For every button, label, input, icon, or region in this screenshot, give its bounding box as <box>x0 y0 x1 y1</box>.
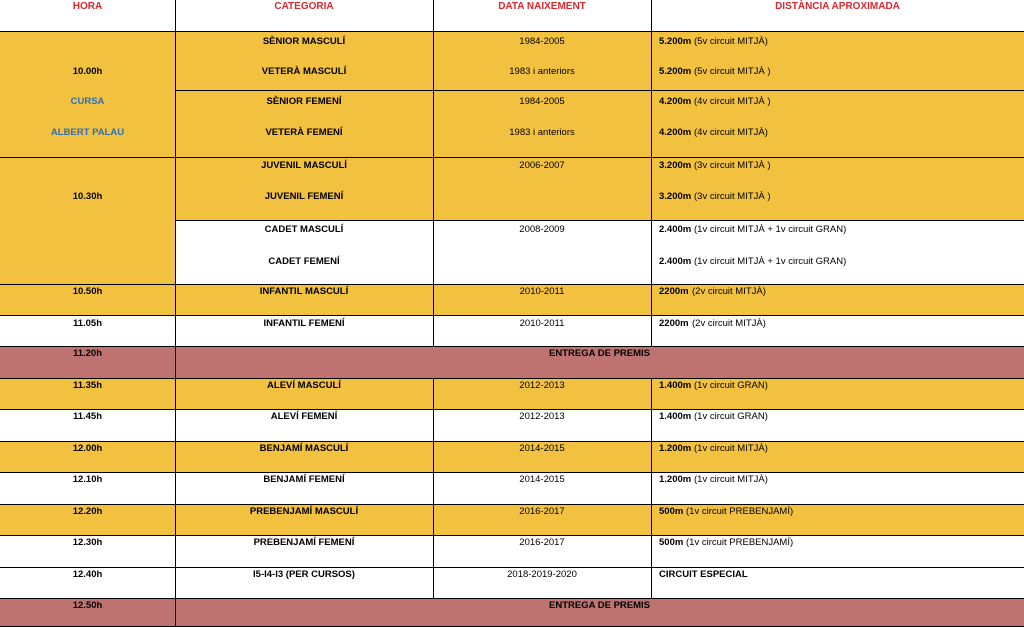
distance-note: (2v circuit MITJÀ) <box>692 318 766 329</box>
grid-line <box>0 315 1024 316</box>
distance-note: (4v circuit MITJÀ ) <box>694 96 771 107</box>
distance-note: (3v circuit MITJÀ ) <box>694 160 771 171</box>
time-label: 11.05h <box>72 318 103 329</box>
grid-line <box>175 0 176 627</box>
category-label: JUVENIL FEMENÍ <box>264 191 344 202</box>
grid-line <box>0 441 1024 442</box>
time-label: 12.00h <box>72 443 103 454</box>
group1-background <box>0 31 1024 157</box>
header-categoria: CATEGORIA <box>274 1 334 12</box>
time-label: 12.30h <box>72 537 103 548</box>
distance-value: 2200m <box>659 318 689 329</box>
birth-years: 1983 i anteriors <box>509 66 575 77</box>
distance-value: 3.200m <box>659 160 692 171</box>
distance-value: 4.200m <box>659 127 692 138</box>
distance-value: 1.200m <box>659 443 692 454</box>
distance-note: (2v circuit MITJÀ) <box>692 286 766 297</box>
grid-line <box>0 567 1024 568</box>
distance-note: (1v circuit PREBENJAMÍ) <box>686 506 794 517</box>
grid-line <box>175 31 1024 32</box>
distance-note: (1v circuit MITJÀ) <box>694 443 768 454</box>
category-label: I5-I4-I3 (PER CURSOS) <box>253 569 355 580</box>
grid-line <box>175 90 651 91</box>
grid-line <box>651 378 652 598</box>
distance-note: (5v circuit MITJÀ ) <box>694 66 771 77</box>
distance-value: 500m <box>659 506 684 517</box>
distance-value: 3.200m <box>659 191 692 202</box>
group2-hora-background <box>0 220 175 284</box>
distance-note: (1v circuit MITJÀ) <box>694 474 768 485</box>
birth-years: 2016-2017 <box>519 537 565 548</box>
grid-line <box>0 535 1024 536</box>
category-label: PREBENJAMÍ MASCULÍ <box>249 506 359 517</box>
category-label: INFANTIL MASCULÍ <box>259 286 349 297</box>
category-label: SÈNIOR FEMENÍ <box>266 96 342 107</box>
grid-line <box>0 31 175 32</box>
distance-value: 4.200m <box>659 96 692 107</box>
distance-value: 500m <box>659 537 684 548</box>
award-label: ENTREGA DE PREMIS <box>549 600 650 611</box>
birth-years: 2010-2011 <box>519 318 565 329</box>
distance-value: 2.400m <box>659 224 692 235</box>
distance-note: (4v circuit MITJÀ) <box>694 127 768 138</box>
birth-years: 2016-2017 <box>519 506 565 517</box>
header-hora: HORA <box>72 1 103 12</box>
birth-years: 2012-2013 <box>519 411 565 422</box>
grid-line <box>651 0 652 346</box>
birth-years: 2014-2015 <box>519 474 565 485</box>
category-label: ALEVÍ MASCULÍ <box>267 380 341 391</box>
distance-note: (1v circuit MITJÀ + 1v circuit GRAN) <box>694 224 847 235</box>
category-label: ALEVÍ FEMENÍ <box>270 411 338 422</box>
category-label: VETERÀ FEMENÍ <box>265 127 343 138</box>
cursa-label: CURSA <box>70 96 105 107</box>
grid-line <box>0 157 1024 158</box>
grid-line <box>0 472 1024 473</box>
grid-line <box>0 504 1024 505</box>
cursa-name: ALBERT PALAU <box>50 127 125 138</box>
birth-years: 1984-2005 <box>519 96 565 107</box>
header-distancia: DISTÀNCIA APROXIMADA <box>775 1 900 12</box>
category-label: JUVENIL MASCULÍ <box>261 160 347 171</box>
distance-note: (1v circuit GRAN) <box>694 380 768 391</box>
distance-value: 2200m <box>659 286 689 297</box>
time-label: 10.00h <box>72 66 103 77</box>
category-label: BENJAMÍ FEMENÍ <box>263 474 345 485</box>
time-label: 10.30h <box>72 191 103 202</box>
category-label: INFANTIL FEMENÍ <box>263 318 345 329</box>
grid-line <box>651 90 1024 91</box>
distance-value: 1.200m <box>659 474 692 485</box>
grid-line <box>0 598 1024 599</box>
distance-note: (3v circuit MITJÀ ) <box>694 191 771 202</box>
grid-line <box>0 346 1024 347</box>
distance-note: (5v circuit MITJÀ) <box>694 36 768 47</box>
time-label: 12.50h <box>72 600 103 611</box>
birth-years: 2012-2013 <box>519 380 565 391</box>
distance-value: 5.200m <box>659 66 692 77</box>
category-label: CADET FEMENÍ <box>268 256 340 267</box>
distance-value: 2.400m <box>659 256 692 267</box>
distance-value: 1.400m <box>659 411 692 422</box>
category-label: SÈNIOR MASCULÍ <box>262 36 346 47</box>
grid-line <box>175 220 1024 221</box>
time-label: 11.35h <box>72 380 103 391</box>
distance-note: (1v circuit MITJÀ + 1v circuit GRAN) <box>694 256 847 267</box>
time-label: 12.40h <box>72 569 103 580</box>
header-data-naixement: DATA NAIXEMENT <box>498 1 586 12</box>
grid-line <box>0 284 1024 285</box>
award-label: ENTREGA DE PREMIS <box>549 348 650 359</box>
category-label: PREBENJAMÍ FEMENÍ <box>253 537 355 548</box>
birth-years: 2014-2015 <box>519 443 565 454</box>
grid-line <box>0 378 1024 379</box>
time-label: 11.20h <box>72 348 103 359</box>
distance-value: CIRCUIT ESPECIAL <box>659 569 748 580</box>
grid-line <box>0 409 1024 410</box>
birth-years: 1984-2005 <box>519 36 565 47</box>
time-label: 12.20h <box>72 506 103 517</box>
category-label: CADET MASCULÍ <box>264 224 344 235</box>
time-label: 10.50h <box>72 286 103 297</box>
distance-note: (1v circuit PREBENJAMÍ) <box>686 537 794 548</box>
birth-years: 2006-2007 <box>519 160 565 171</box>
birth-years: 1983 i anteriors <box>509 127 575 138</box>
distance-value: 5.200m <box>659 36 692 47</box>
birth-years: 2008-2009 <box>519 224 565 235</box>
birth-years: 2018-2019-2020 <box>507 569 577 580</box>
birth-years: 2010-2011 <box>519 286 565 297</box>
distance-value: 1.400m <box>659 380 692 391</box>
time-label: 12.10h <box>72 474 103 485</box>
category-label: VETERÀ MASCULÍ <box>261 66 347 77</box>
distance-note: (1v circuit GRAN) <box>694 411 768 422</box>
category-label: BENJAMÍ MASCULÍ <box>259 443 349 454</box>
time-label: 11.45h <box>72 411 103 422</box>
